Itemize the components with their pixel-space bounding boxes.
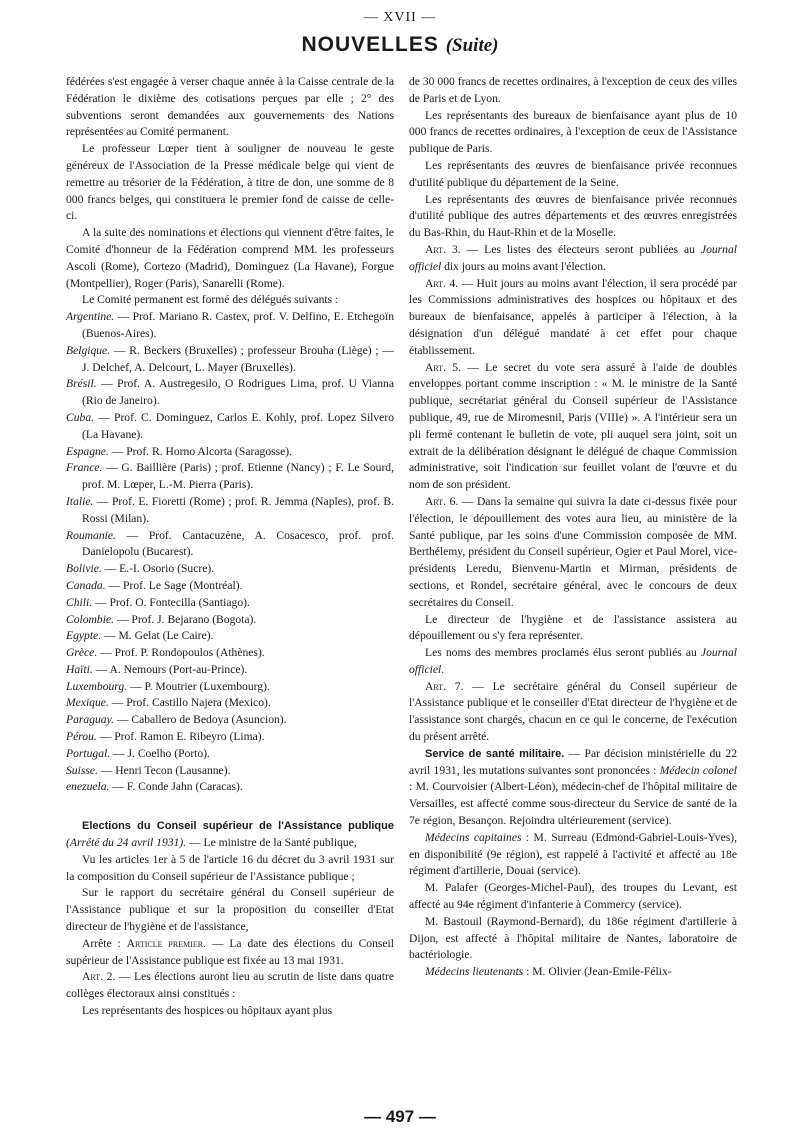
delegate-entry	[66, 712, 394, 729]
delegate-entry	[66, 628, 394, 645]
country-name: enezuela.	[66, 780, 110, 794]
text: : M. Surreau (Edmond-Gabriel-Louis-Yves), en disponibilité (9e région), est rappelé à l'activité et affecté au 18e régiment d'artillerie, Douai (service).	[409, 830, 737, 878]
rank-label: Médecins capitaines	[425, 830, 522, 844]
delegate-names: — Prof. Mariano R. Castex, prof. V. Delfino, E. Etchegoïn (Buenos-Aires).	[82, 310, 394, 340]
delegate-names: — Prof. J. Bejarano (Bogota).	[113, 612, 257, 626]
article-text: — Huit jours au moins avant l'élection, il sera procédé par les Commissions administratives des hospices ou hôpitaux et des bureaux de bienfaisance, appelés à participer à l'élection, à la désignation d'un délégué mandaté à cet effet pour chaque établissement.	[409, 276, 737, 357]
country-name: Italie.	[66, 494, 94, 508]
article-label: Art. 7.	[425, 679, 464, 693]
delegate-entry	[66, 460, 394, 494]
delegate-entry	[66, 561, 394, 578]
delegate-entry	[66, 729, 394, 746]
article-label: Art. 2.	[82, 970, 116, 984]
paragraph: de 30 000 francs de recettes ordinaires, à l'exception de ceux des villes de Paris et de Lyon.	[409, 75, 737, 105]
article-paragraph	[409, 242, 737, 276]
rank-label: Médecin colonel	[659, 763, 738, 777]
country-name: Colombie.	[66, 612, 114, 626]
article-paragraph	[409, 679, 737, 746]
delegate-entry	[66, 376, 394, 410]
paragraph: Les représentants des œuvres de bienfaisance privée reconnues d'utilité publique des autres départements et des œuvres enregistrées du Bas-Rhin, du Haut-Rhin et de la Moselle.	[409, 192, 737, 240]
delegate-entry	[66, 595, 394, 612]
text: : M. Courvoisier (Albert-Léon), médecin-chef de l'hôpital militaire de Versailles, est affecté comme sous-directeur du Service de santé de la 7e région, Besançon. Rejoindra ultérieurement (service).	[409, 780, 737, 828]
article-text: — Le secrétaire général du Conseil supérieur de l'Assistance publique et le conseiller d'Etat directeur de l'hygiène et de l'assistance sont chargés, chacun en ce qui le concerne, de l'exécution du présent arrêté.	[409, 679, 737, 744]
delegate-names: — Prof. Ramon E. Ribeyro (Lima).	[96, 730, 265, 744]
delegate-entry	[66, 645, 394, 662]
service-paragraph	[409, 746, 737, 830]
rank-label: Médecins lieutenants	[425, 965, 524, 979]
title-text: NOUVELLES	[301, 33, 439, 56]
delegate-names: — Prof. P. Rondopoulos (Athènes).	[97, 646, 265, 660]
delegate-names: — P. Moutrier (Luxembourg).	[127, 679, 270, 693]
delegate-entry	[66, 779, 394, 796]
delegate-names: — Prof. Le Sage (Montréal).	[105, 578, 243, 592]
delegates-list	[66, 309, 394, 796]
country-name: Bolivie.	[66, 562, 102, 576]
article-paragraph	[409, 276, 737, 360]
delegate-names: — Prof. R. Horno Alcorta (Saragosse).	[108, 444, 293, 458]
delegate-entry	[66, 578, 394, 595]
article-text: — Les listes des électeurs seront publiées au	[460, 242, 701, 256]
article-paragraph	[409, 360, 737, 494]
country-name: Argentine.	[66, 310, 115, 324]
delegate-names: — Prof. A. Austregesilo, O Rodrigues Lima, prof. U Vianna (Rio de Janeiro).	[82, 377, 394, 408]
delegate-entry	[66, 695, 394, 712]
delegate-entry	[66, 309, 394, 343]
country-name: Chili.	[66, 595, 93, 609]
text: : M. Olivier (Jean-Emile-Félix-	[523, 965, 672, 979]
section-title: Service de santé militaire.	[425, 747, 565, 760]
text: — Par décision ministérielle du 22 avril 1931, les mutations suivantes sont prononcées :	[409, 746, 737, 777]
article-paragraph	[409, 494, 737, 612]
country-name: Egypte.	[66, 629, 102, 643]
page-header-roman: — XVII —	[363, 10, 437, 25]
paragraph: Les représentants des hospices ou hôpitaux ayant plus	[82, 1004, 333, 1018]
article-text: — Dans la semaine qui suivra la date ci-dessus fixée pour l'élection, le dépouillement des votes aura lieu, au ministère de la Santé publique, par les soins d'une Commission composée de MM. Berthélemy, président du Conseil supérieur, Ogier et Paul Morel, vice-présidents Leredu, Bienvenu-Martin et Mirman, présidents de sections, et Rondel, secrétaire général, avec le concours de deux secrétaires du Conseil.	[409, 494, 738, 609]
delegate-names: — E.-I. Osorio (Sucre).	[101, 562, 215, 576]
article-label: Article premier.	[126, 936, 206, 950]
delegate-entry	[66, 444, 394, 461]
paragraph: M. Bastouil (Raymond-Bernard), du 186e régiment d'artillerie à Dijon, est affecté à l'hôpital militaire de Nantes, laboratoire de bactériologie.	[409, 914, 737, 962]
elections-heading	[66, 818, 394, 852]
article-label: Art. 6.	[425, 494, 459, 508]
paragraph: M. Palafer (Georges-Michel-Paul), des troupes du Levant, est affecté au 94e régiment d'infanterie à Commercy (service).	[409, 881, 737, 912]
delegate-names: — F. Conde Jahn (Caracas).	[109, 780, 243, 794]
paragraph: Le professeur Lœper tient à souligner de nouveau le geste généreux de l'Association de la Presse médicale belge qui vient de remettre au trésorier de la Fédération, à titre de don, une somme de 8 000 francs belges, qui constituera le premier fond de caisse de celle-ci.	[66, 142, 394, 223]
delegate-names: — A. Nemours (Port-au-Prince).	[92, 662, 248, 676]
delegate-entry	[66, 528, 394, 562]
delegate-names: — J. Coelho (Porto).	[110, 746, 210, 760]
article-label: Art. 3.	[425, 242, 461, 256]
paragraph: fédérées s'est engagée à verser chaque année à la Caisse centrale de la Fédération le dixième des cotisations perçues par elle ; 2° des subventions seront demandées aux gouvernements des Nations représentées au Comité permanent.	[66, 75, 394, 139]
country-name: Brésil.	[66, 377, 97, 391]
arrete-text: — La date des élections du Conseil supérieur de l'Assistance publique est fixée au 13 mai 1931.	[66, 936, 394, 967]
delegate-entry	[66, 410, 394, 444]
paragraph: Les représentants des bureaux de bienfaisance ayant plus de 10 000 francs de recettes ordinaires, à l'exception de ceux de l'Assistance publique de Paris.	[409, 108, 737, 156]
paragraph	[409, 830, 737, 880]
journal-title: Journal officiel	[409, 646, 737, 676]
country-name: Pérou.	[66, 730, 97, 744]
delegate-names: — Caballero de Bedoya (Asuncion).	[113, 713, 287, 727]
section-title: Elections du Conseil supérieur de l'Assistance publique	[82, 820, 394, 833]
delegate-names: — Prof. Castillo Najera (Mexico).	[108, 696, 271, 710]
arrete-label: Arrête :	[82, 936, 127, 950]
paragraph	[409, 964, 737, 981]
arrete-date: (Arrêté du 24 avril 1931).	[66, 836, 187, 850]
delegate-entry	[66, 679, 394, 696]
country-name: Roumanie.	[66, 528, 116, 542]
country-name: Cuba.	[66, 410, 95, 424]
elections-intro: — Le ministre de la Santé publique,	[186, 836, 357, 850]
title-suffix: (Suite)	[445, 35, 499, 56]
delegate-entry	[66, 343, 394, 377]
article-text: dix jours au moins avant l'élection.	[441, 259, 606, 273]
paragraph: Sur le rapport du secrétaire général du Conseil supérieur de l'Assistance publique et sur la proposition du conseiller d'Etat directeur de l'hygiène et de l'assistance,	[66, 886, 394, 934]
page-title	[0, 33, 800, 57]
article-label: Art. 4.	[425, 276, 459, 290]
delegate-names: — Prof. E. Fioretti (Rome) ; prof. R. Jemma (Naples), prof. B. Rossi (Milan).	[82, 494, 394, 525]
delegate-entry	[66, 763, 394, 780]
paragraph	[409, 645, 737, 679]
delegate-entry	[66, 662, 394, 679]
country-name: Portugal.	[66, 746, 111, 760]
article-text: — Les élections auront lieu au scrutin de liste dans quatre collèges électoraux ainsi constitués :	[66, 970, 395, 1001]
delegate-names: — Prof. C. Dominguez, Carlos E. Kohly, prof. Lopez Silvero (La Havane).	[82, 410, 394, 441]
left-column	[66, 74, 394, 1020]
article-text: — Le secret du vote sera assuré à l'aide de doubles enveloppes portant comme inscription : « M. le ministre de la Santé publique, secrétariat général du Conseil supérieur de l'Assistance publique, 49, rue de Miromesnil, Paris (VIIIe) ». A l'intérieur sera un pli fermé contenant le bulletin de vote, pli auquel sera joint, soit un extrait de la délibération désignant le délégué de chaque Commission administrative, soit l'indication sur feuillet volant de l'œuvre et du nom de son président.	[409, 360, 737, 492]
text: .	[441, 662, 445, 676]
delegate-names: — Prof. Cantacuzène, A. Cosacesco, prof. prof. Danielopolu (Bucarest).	[82, 528, 394, 559]
country-name: Espagne.	[66, 444, 109, 458]
delegate-names: — G. Baillière (Paris) ; prof. Etienne (Nancy) ; F. Le Sourd, prof. M. Lœper, L.-M. Pierra (Paris).	[82, 461, 394, 492]
delegate-entry	[66, 612, 394, 629]
text: Les noms des membres proclamés élus seront publiés au	[425, 646, 701, 660]
delegate-entry	[66, 494, 394, 528]
paragraph: Les représentants des œuvres de bienfaisance privée reconnues d'utilité publique du département de la Seine.	[409, 158, 737, 189]
arrete-paragraph	[66, 936, 394, 970]
journal-title: Journal officiel	[409, 242, 737, 273]
country-name: Paraguay.	[66, 713, 114, 727]
delegate-names: — R. Beckers (Bruxelles) ; professeur Brouha (Liège) ; — J. Delchef, A. Delcourt, L. Mayer (Bruxelles).	[82, 343, 394, 374]
paragraph: Le directeur de l'hygiène et de l'assistance assistera au dépouillement ou s'y fera représenter.	[409, 612, 737, 643]
article-paragraph	[66, 969, 394, 1003]
delegate-names: — Henri Tecon (Lausanne).	[97, 763, 231, 777]
delegate-names: — Prof. O. Fontecilla (Santiago).	[92, 595, 250, 609]
paragraph: Vu les articles 1er à 5 de l'article 16 du décret du 3 avril 1931 sur la composition du Conseil supérieur de l'Assistance publique ;	[66, 852, 394, 883]
paragraph: A la suite des nominations et élections qui viennent d'être faites, le Comité d'honneur de la Fédération comprend MM. les professeurs Ascoli (Rome), Cortezo (Madrid), Dominguez (La Havane), Forgue (Montpellier), Roger (Paris), Sanarelli (Rome).	[66, 226, 394, 290]
country-name: Canada.	[66, 578, 106, 592]
right-column	[409, 74, 737, 981]
country-name: France.	[66, 461, 103, 475]
delegate-names: — M. Gelat (Le Caire).	[101, 629, 214, 643]
article-label: Art. 5.	[425, 360, 461, 374]
country-name: Suisse.	[66, 763, 98, 777]
country-name: Grèce.	[66, 646, 98, 660]
country-name: Haïti.	[66, 662, 93, 676]
country-name: Belgique.	[66, 343, 111, 357]
country-name: Luxembourg.	[66, 679, 128, 693]
page-number: — 497 —	[364, 1107, 436, 1126]
paragraph: Le Comité permanent est formé des délégués suivants :	[82, 293, 339, 307]
delegate-entry	[66, 746, 394, 763]
country-name: Mexique.	[66, 696, 109, 710]
